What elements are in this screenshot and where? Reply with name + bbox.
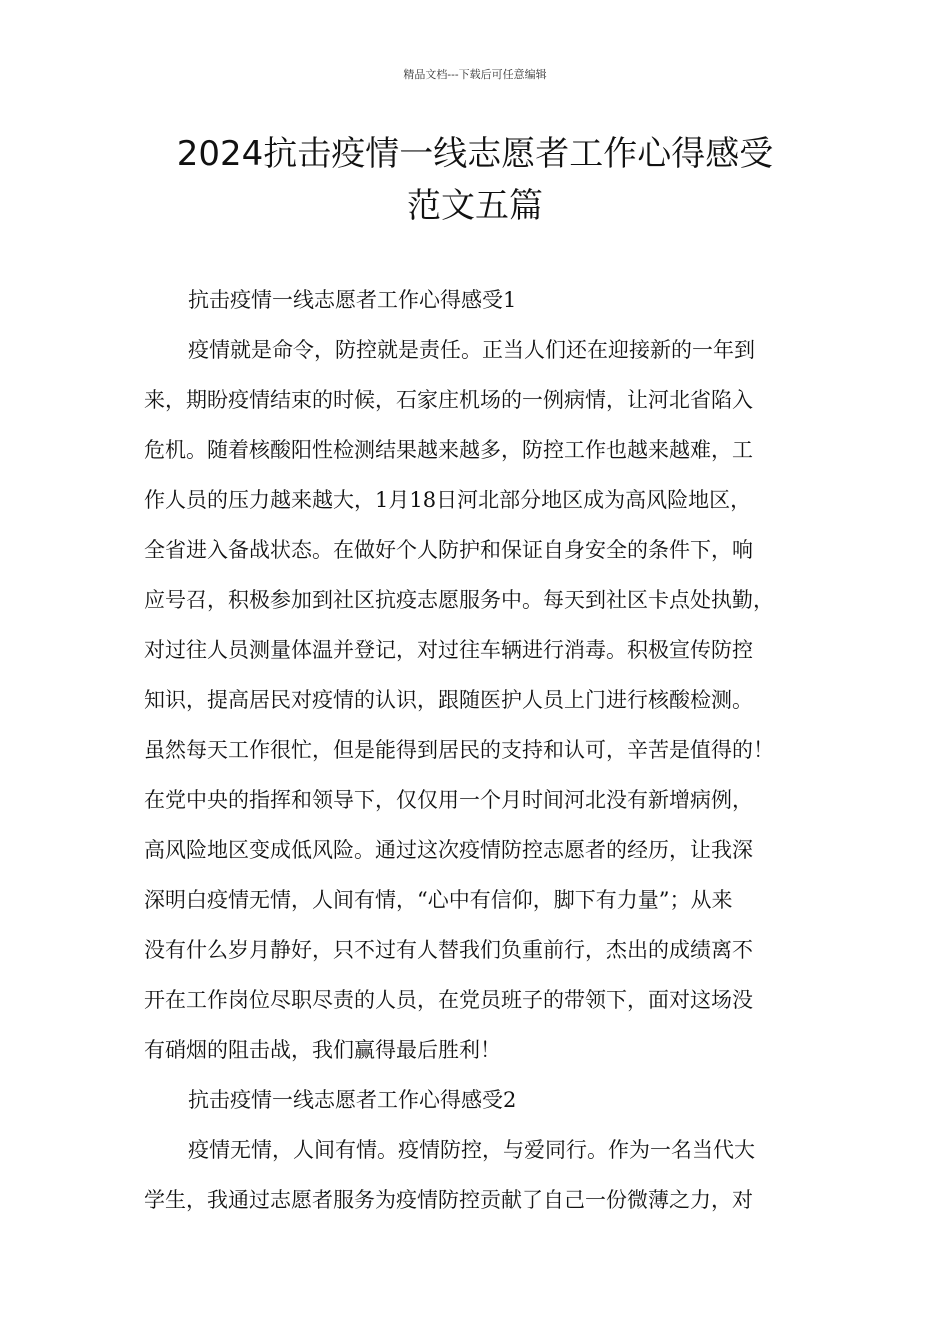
document-body — [144, 282, 810, 1232]
paragraph-line: 开在工作岗位尽职尽责的人员，在党员班子的带领下，面对这场没 — [144, 988, 753, 1012]
paragraph-line: 作人员的压力越来越大，1月18日河北部分地区成为高风险地区， — [144, 488, 752, 512]
paragraph-line: 疫情就是命令，防控就是责任。正当人们还在迎接新的一年到 — [188, 338, 755, 362]
paragraph-line: 深明白疫情无情，人间有情，“心中有信仰，脚下有力量”；从来 — [144, 888, 733, 912]
paragraph-line: 没有什么岁月静好，只不过有人替我们负重前行，杰出的成绩离不 — [144, 938, 753, 962]
paragraph-line: 学生，我通过志愿者服务为疫情防控贡献了自己一份微薄之力，对 — [144, 1188, 753, 1212]
paragraph-line: 虽然每天工作很忙，但是能得到居民的支持和认可，辛苦是值得的！ — [144, 738, 774, 762]
header-note: 精品文档---下载后可任意编辑 — [403, 68, 547, 81]
paragraph-line: 有硝烟的阻击战，我们赢得最后胜利！ — [144, 1038, 501, 1062]
paragraph-line: 来，期盼疫情结束的时候，石家庄机场的一例病情，让河北省陷入 — [144, 388, 753, 412]
title-line-2: 范文五篇 — [407, 186, 543, 226]
paragraph-line: 在党中央的指挥和领导下，仅仅用一个月时间河北没有新增病例， — [144, 788, 753, 812]
section-heading-1: 抗击疫情一线志愿者工作心得感受1 — [188, 288, 517, 312]
document-title — [100, 128, 850, 232]
paragraph-line: 对过往人员测量体温并登记，对过往车辆进行消毒。积极宣传防控 — [144, 638, 753, 662]
paragraph-line: 危机。随着核酸阳性检测结果越来越多，防控工作也越来越难，工 — [144, 438, 753, 462]
paragraph-line: 疫情无情，人间有情。疫情防控，与爱同行。作为一名当代大 — [188, 1138, 755, 1162]
paragraph-line: 应号召，积极参加到社区抗疫志愿服务中。每天到社区卡点处执勤， — [144, 588, 774, 612]
section-heading-2: 抗击疫情一线志愿者工作心得感受2 — [188, 1088, 517, 1112]
paragraph-line: 高风险地区变成低风险。通过这次疫情防控志愿者的经历，让我深 — [144, 838, 753, 862]
paragraph-line: 全省进入备战状态。在做好个人防护和保证自身安全的条件下，响 — [144, 538, 753, 562]
title-line-1: 2024抗击疫情一线志愿者工作心得感受 — [176, 134, 774, 174]
paragraph-line: 知识，提高居民对疫情的认识，跟随医护人员上门进行核酸检测。 — [144, 688, 753, 712]
